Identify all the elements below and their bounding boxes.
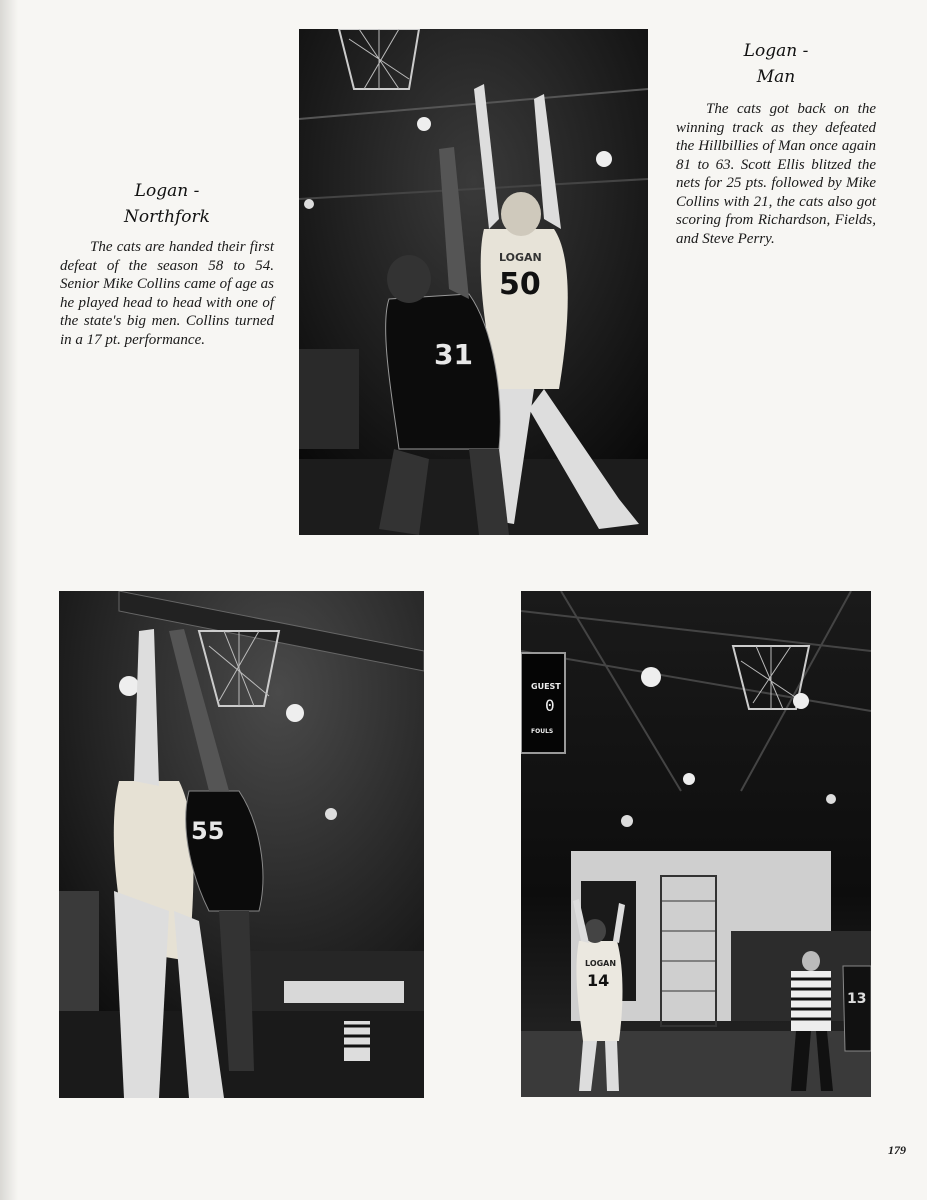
heading-line-2: Man — [756, 67, 796, 87]
page-binding-shadow — [0, 0, 18, 1200]
photo-top-illustration — [299, 29, 648, 535]
caption-text: The cats got back on the winning track as they defeated the Hillbillies of Man once again 81 to 63. Scott Ellis blitzed the nets for 25 pts. followed by Mike Collins with 21, the cats also got scoring from Richardson, Fields, and Steve Perry. — [676, 101, 876, 247]
caption-logan-northfork — [60, 178, 274, 349]
scoreboard-label: GUEST — [531, 682, 561, 691]
jersey-number-back: 31 — [434, 338, 473, 371]
photo-bottom-right-free-throw — [521, 591, 871, 1097]
caption-heading — [676, 38, 876, 90]
heading-line-1: Logan - — [743, 41, 809, 61]
jersey-number: 55 — [191, 817, 225, 845]
heading-line-2: Northfork — [124, 207, 210, 227]
shooter-logan-text: LOGAN — [585, 959, 617, 968]
photo-top-jump-shot — [299, 29, 648, 535]
photo-bottom-right-illustration — [521, 591, 871, 1097]
caption-heading — [60, 178, 274, 230]
page-number: 179 — [888, 1143, 906, 1157]
caption-text: The cats are handed their first defeat of the season 58 to 54. Senior Mike Collins came of age as he played head to head with one of the state's big men. Collins turned in a 17 pt. performance. — [60, 239, 274, 348]
scoreboard-fouls-label: FOULS — [531, 728, 554, 735]
jersey-number: 14 — [587, 971, 610, 990]
jersey-logan-text: LOGAN — [499, 251, 542, 264]
jersey-number-front: 50 — [499, 267, 541, 302]
photo-bottom-left-rebound — [59, 591, 424, 1098]
heading-line-1: Logan - — [134, 181, 200, 201]
scoreboard-value: 0 — [545, 696, 555, 715]
caption-logan-man — [676, 38, 876, 248]
side-player-jersey: 13 — [847, 991, 867, 1007]
photo-bottom-left-illustration — [59, 591, 424, 1098]
